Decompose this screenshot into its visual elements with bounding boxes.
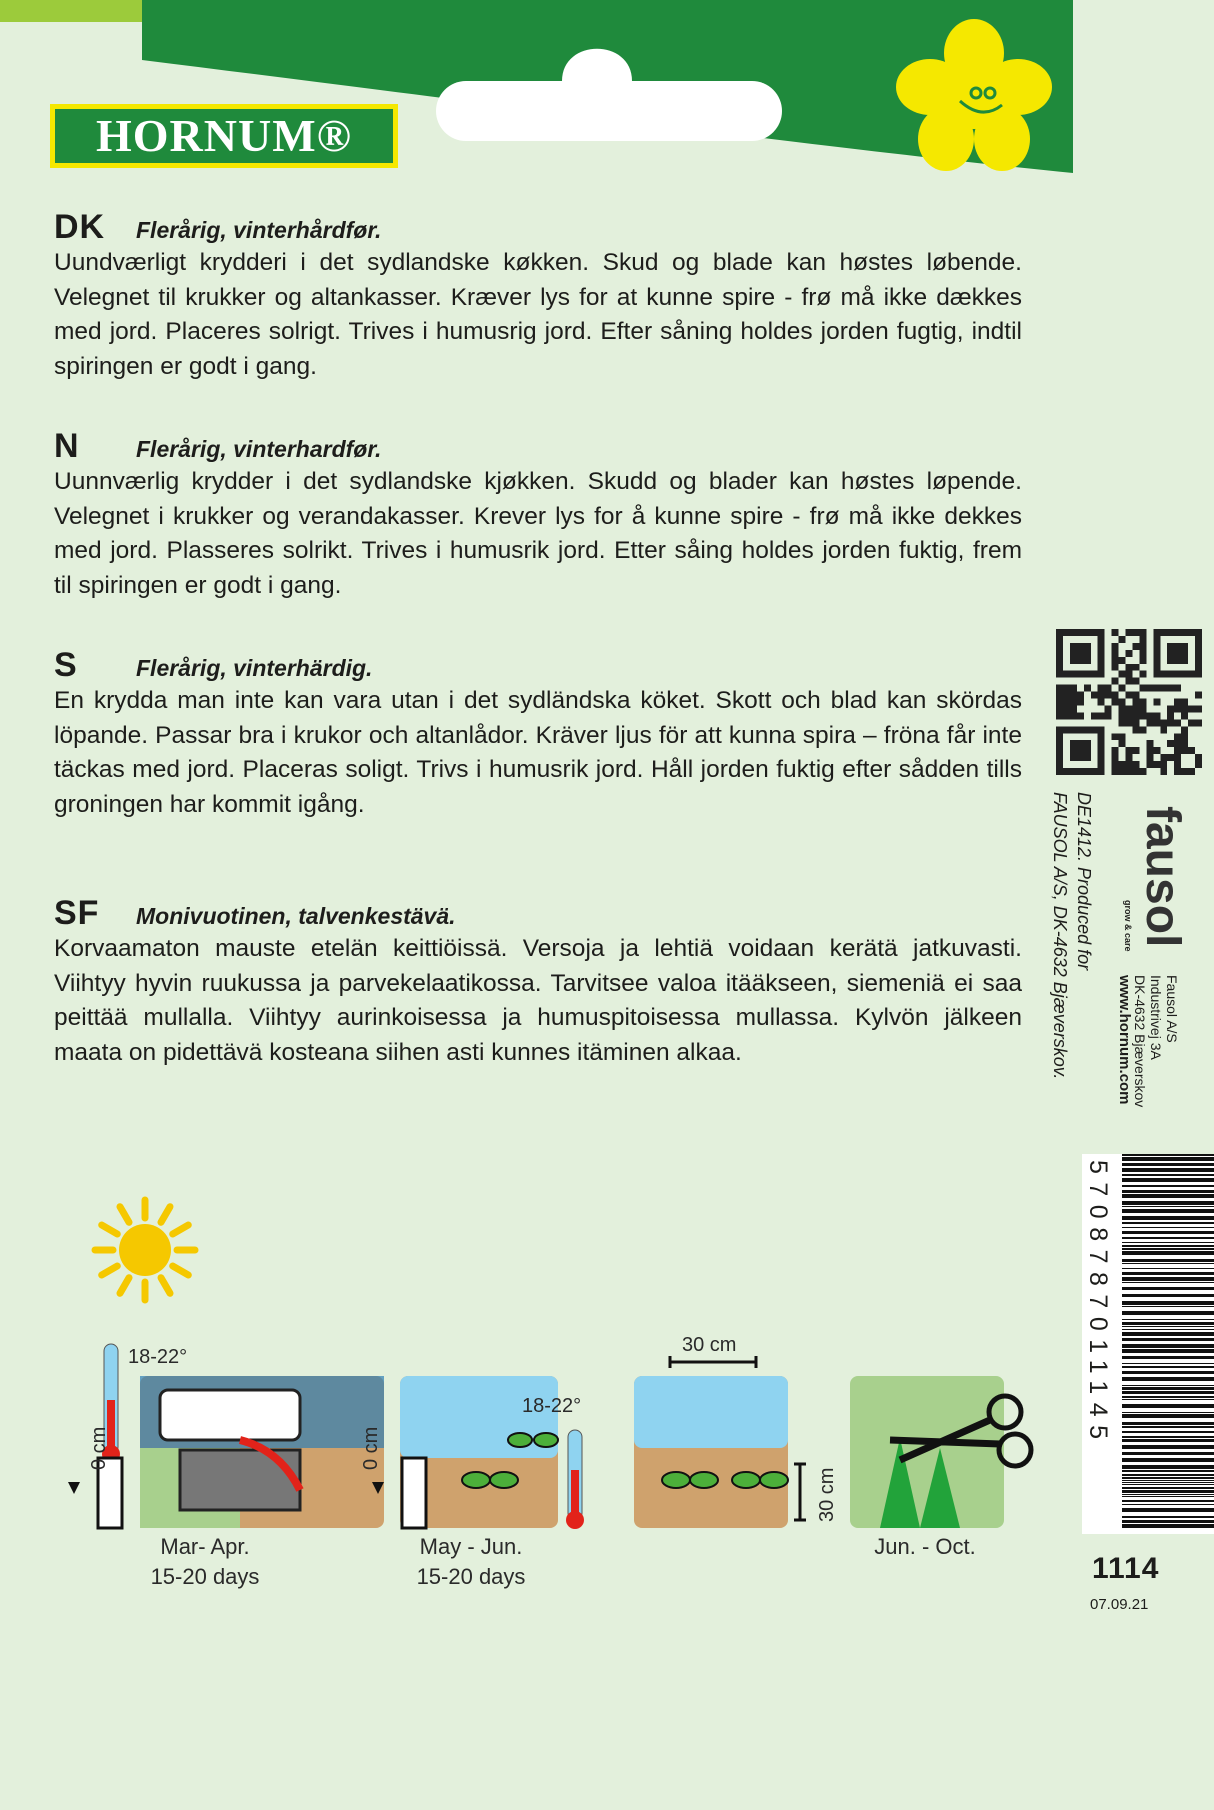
thermometer-icon <box>566 1430 584 1529</box>
outdoor-period: May - Jun. <box>419 1534 523 1559</box>
print-date: 07.09.21 <box>1090 1596 1149 1613</box>
harvest-period: Jun. - Oct. <box>874 1534 976 1559</box>
website-link[interactable]: www.hornum.com <box>1116 975 1133 1105</box>
hornum-logo: HORNUM® <box>50 104 398 168</box>
indoor-period: Mar- Apr. <box>160 1534 250 1559</box>
indoor-temperature: 18-22° <box>128 1346 188 1368</box>
section-sf <box>54 894 1022 1070</box>
language-code: DK <box>54 208 106 246</box>
section-n <box>54 427 1022 603</box>
section-text: Korvaamaton mauste etelän keittiöissä. Versoja ja lehtiä voidaan kerätä jatkuvasti. Viihtyy hyvin ruukussa ja parvekelaatikossa. Tarvitsee valoa itääkseen, siemeniä ei saa peittää mullalla. Viihtyy aurinkoisessa ja humuspitoisessa mullassa. Kylvön jälkeen maata on pidettävä kosteana siihen asti kunnes itäminen alkaa. <box>54 935 1022 1066</box>
indoor-days: 15-20 days <box>150 1564 260 1589</box>
article-number: 1114 <box>1092 1552 1160 1585</box>
indoor-sowing-panel <box>140 1376 384 1528</box>
harvest-panel <box>850 1376 1031 1528</box>
section-s <box>54 646 1022 822</box>
section-text: Uunnværlig krydder i det sydlandske kjøkken. Skudd og blader kan høstes løpende. Velegnet i krukker og verandakasser. Krever lys for å kunne spire - frø må ikke dekkes med jord. Plasseres solrikt. Trives i humusrik jord. Etter såing holdes jorden fuktig, frem til spiringen er godt i gang. <box>54 468 1022 599</box>
outdoor-temperature: 18-22° <box>522 1395 582 1417</box>
fausol-logo: fausol <box>1136 806 1189 948</box>
fausol-tagline: grow & care <box>1123 900 1133 952</box>
producer-info: DE1412. Produced for FAUSOL A/S, DK-4632 Bjæverskov. <box>1050 792 1094 1080</box>
section-text: Uundværligt krydderi i det sydlandske køkken. Skud og blade kan høstes løbende. Velegnet til krukker og altankasser. Kræver lys for at kunne spire - frø må ikke dækkes med jord. Placeres solrigt. Trives i humusrig jord. Efter såning holdes jorden fugtig, indtil spiringen er godt i gang. <box>54 249 1022 380</box>
top-accent-strip <box>0 0 142 22</box>
fausol-address: Fausol A/S Industrivej 3A DK-4632 Bjæverskov www.hornum.com <box>1116 975 1180 1108</box>
language-code: S <box>54 646 78 684</box>
section-subtitle: Monivuotinen, talvenkestävä. <box>136 903 456 929</box>
sun-icon <box>90 1195 200 1305</box>
section-subtitle: Flerårig, vinterhärdig. <box>136 655 373 681</box>
outdoor-days: 15-20 days <box>416 1564 526 1589</box>
row-spacing: 30 cm <box>682 1334 737 1356</box>
qr-code <box>1052 629 1206 775</box>
section-text: En krydda man inte kan vara utan i det sydländska köket. Skott och blad kan skördas löpande. Passar bra i krukor och altanlådor. Kräver ljus för att kunna spira – fröna får inte täckas med jord. Placeras soligt. Trivs i humusrik jord. Håll jorden fuktig efter sådden tills groningen har kommit igång. <box>54 687 1022 818</box>
plant-spacing: 30 cm <box>816 1467 838 1522</box>
spacing-panel <box>634 1356 806 1528</box>
outdoor-depth: 0 cm <box>360 1426 382 1470</box>
section-subtitle: Flerårig, vinterhardfør. <box>136 436 382 462</box>
language-code: SF <box>54 894 100 932</box>
sowing-steps-illustration <box>60 1340 1060 1540</box>
section-subtitle: Flerårig, vinterhårdfør. <box>136 217 382 243</box>
section-dk <box>54 208 1022 384</box>
barcode-digits: 5708787011145 <box>1084 1160 1112 1448</box>
indoor-depth: 0 cm <box>88 1426 110 1470</box>
language-code: N <box>54 427 80 465</box>
